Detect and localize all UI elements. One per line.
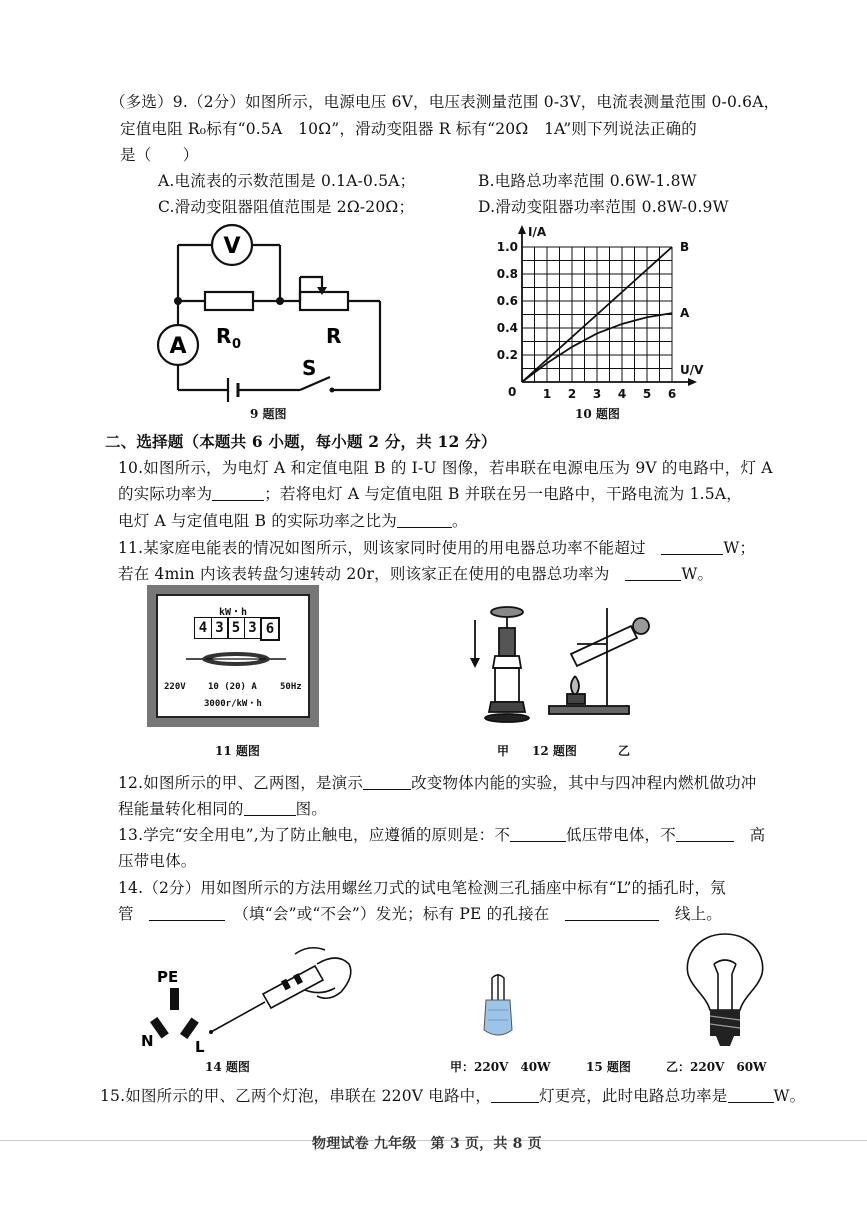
meter-digit: 4 (194, 617, 212, 639)
x-tick-label: 6 (667, 387, 677, 401)
x-tick-label: 5 (642, 387, 652, 401)
q11-caption: 11 题图 (215, 744, 260, 758)
q11-blank-1[interactable] (661, 540, 723, 555)
switch-label: S (302, 356, 317, 380)
q15-line1: 15.如图所示的甲、乙两个灯泡，串联在 220V 电路中， 灯更亮，此时电路总功率是 W。 (100, 1087, 806, 1105)
meter-unit: kW・h (218, 607, 248, 618)
socket-pe-label: PE (157, 968, 179, 986)
y-tick-label: 0.4 (496, 321, 518, 335)
meter-current: 10 (20) A (208, 682, 257, 692)
electric-meter (147, 585, 319, 727)
graph-origin-label: 0 (508, 385, 517, 399)
q9-option-c: C.滑动变阻器阻值范围是 2Ω-20Ω； (158, 198, 415, 216)
q14-line2: 管 （填“会”或“不会”）发光；标有 PE 的孔接在 线上。 (118, 905, 722, 923)
q9-circuit-diagram (150, 215, 395, 400)
q12-figure-jia-compression (465, 600, 535, 730)
q9-line1: （多选）9.（2分）如图所示，电源电压 6V，电压表测量范围 0-3V，电流表测量范围 0-0.6A， (110, 93, 780, 111)
graph-y-axis-label: I/A (528, 225, 547, 239)
bulb-jia-icon (478, 970, 518, 1050)
x-tick-label: 3 (592, 387, 602, 401)
meter-voltage: 220V (164, 682, 186, 692)
q14-blank-1[interactable] (149, 906, 225, 921)
y-tick-label: 0.8 (496, 267, 518, 281)
q15-caption: 15 题图 (586, 1060, 631, 1074)
q9-option-b: B.电路总功率范围 0.6W-1.8W (478, 172, 697, 190)
q12-line1: 12.如图所示的甲、乙两图，是演示 改变物体内能的实验，其中与四冲程内燃机做功冲 (118, 774, 757, 792)
q15-blank-1[interactable] (491, 1088, 539, 1103)
ammeter-label: A (169, 334, 187, 359)
x-axis-arrow (688, 378, 697, 386)
q10-iu-graph (490, 222, 704, 402)
socket-n-label: N (141, 1032, 154, 1050)
bulb-yi-icon (680, 930, 770, 1055)
meter-digit-decimal: 6 (260, 617, 280, 641)
q11-line1: 11.某家庭电能表的情况如图所示，则该家同时使用的用电器总功率不能超过 W； (118, 539, 756, 557)
q13-line1: 13.学完“安全用电”,为了防止触电，应遵循的原则是：不 低压带电体，不 高 (118, 826, 766, 844)
socket-hole-l (180, 1018, 199, 1040)
meter-frequency: 50Hz (280, 682, 302, 692)
y-tick-label: 0.6 (496, 294, 518, 308)
y-tick-label: 1.0 (496, 240, 518, 254)
q10-line3: 电灯 A 与定值电阻 B 的实际功率之比为 。 (118, 512, 468, 530)
q9-line2: 定值电阻 R₀标有“0.5A 10Ω”，滑动变阻器 R 标有“20Ω 1A”则下列说法正确的 (120, 120, 698, 138)
q9-option-d: D.滑动变阻器功率范围 0.8W-0.9W (478, 198, 729, 216)
q12-figure-yi-test-tube (545, 602, 665, 720)
meter-digit: 5 (227, 617, 245, 639)
socket-hole-pe (170, 988, 179, 1010)
q10-line2: 的实际功率为 ；若将电灯 A 与定值电阻 B 并联在另一电路中，干路电流为 1.5A， (118, 485, 742, 503)
q12-caption-yi: 乙 (618, 744, 631, 758)
q13-line2: 压带电体。 (118, 852, 197, 870)
x-tick-label: 2 (567, 387, 577, 401)
meter-digit-display (194, 617, 280, 641)
x-tick-label: 4 (617, 387, 627, 401)
rheostat-label: R (326, 324, 342, 348)
q10-blank-1[interactable] (212, 486, 264, 501)
y-axis-arrow (518, 225, 526, 234)
y-tick-label: 0.2 (496, 348, 518, 362)
section-2-heading: 二、选择题（本题共 6 小题，每小题 2 分，共 12 分） (105, 432, 497, 451)
q12-blank-1[interactable] (363, 775, 411, 790)
q12-caption-jia: 甲 (497, 744, 510, 758)
q13-blank-2[interactable] (676, 827, 734, 842)
q9-caption: 9 题图 (250, 407, 287, 421)
q14-socket-test-pen (135, 940, 360, 1055)
q11-blank-2[interactable] (625, 566, 681, 581)
q13-blank-1[interactable] (510, 827, 566, 842)
meter-rotating-disc (186, 648, 286, 670)
q10-blank-2[interactable] (397, 513, 452, 528)
q12-line2: 程能量转化相同的 图。 (118, 800, 328, 818)
q12-blank-2[interactable] (244, 801, 296, 816)
q9-line3: 是（ ） (120, 146, 199, 164)
bulb-yi-label: 乙：220V 60W (666, 1060, 767, 1074)
r0-subscript: 0 (232, 337, 242, 352)
q9-option-a: A.电流表的示数范围是 0.1A-0.5A； (158, 172, 416, 190)
q12-caption: 12 题图 (532, 744, 577, 758)
socket-l-label: L (195, 1038, 205, 1056)
meter-digit: 3 (211, 617, 229, 639)
bulb-jia-label: 甲：220V 40W (450, 1060, 551, 1074)
q14-caption: 14 题图 (205, 1060, 250, 1074)
rheostat-resistor (300, 292, 348, 310)
meter-revolutions: 3000r/kW・h (204, 699, 262, 709)
r0-label: R (216, 324, 232, 348)
q14-line1: 14.（2分）用如图所示的方法用螺丝刀式的试电笔检测三孔插座中标有“L”的插孔时，氖 (118, 879, 726, 897)
q15-blank-2[interactable] (728, 1088, 774, 1103)
graph-x-axis-label: U/V (680, 363, 704, 377)
q14-blank-2[interactable] (565, 906, 659, 921)
q11-line2: 若在 4min 内该表转盘匀速转动 20r，则该家正在使用的电器总功率为 W。 (118, 565, 714, 583)
series-a-label: A (680, 306, 690, 321)
meter-digit: 3 (244, 617, 262, 639)
q10-line1: 10.如图所示，为电灯 A 和定值电阻 B 的 I-U 图像，若串联在电源电压为 9V 的电路中，灯 A (118, 459, 773, 477)
series-b-label: B (680, 240, 690, 254)
x-tick-label: 1 (542, 387, 552, 401)
footer-page-info: 物理试卷 九年级 第 3 页，共 8 页 (312, 1136, 542, 1152)
voltmeter-label: V (223, 234, 241, 259)
q10-caption: 10 题图 (575, 407, 620, 421)
r0-resistor (205, 292, 253, 310)
